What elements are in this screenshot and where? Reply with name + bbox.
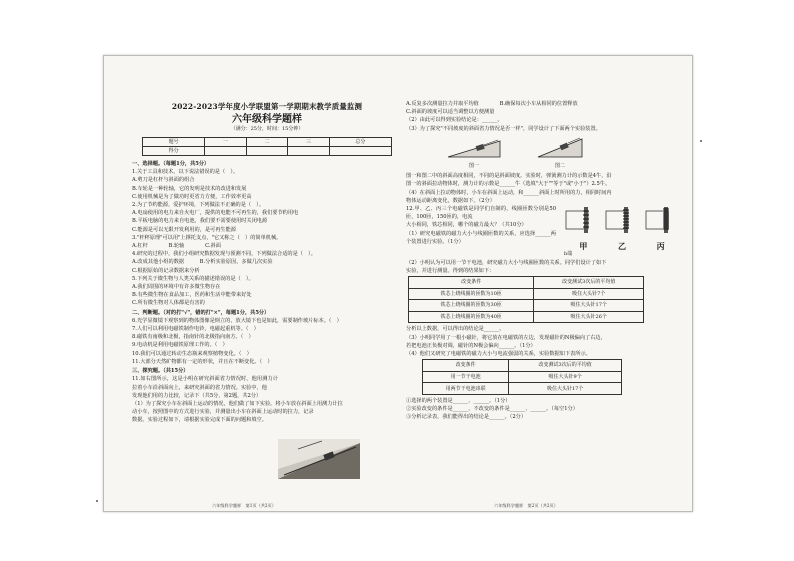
table-cell: 用一节干电池 xyxy=(423,371,509,383)
score-head-cell: 题号 xyxy=(143,137,205,146)
electromagnet-figure xyxy=(564,205,680,259)
question-line: 5.下列关于微生物与人类关系的描述错误的是（ ）。 xyxy=(132,275,254,282)
left-page xyxy=(132,56,402,425)
judge-line: 10.我们可以通过转动生态瓶来观察植物变化。（ ） xyxy=(132,350,252,357)
option-line: C.斜面的坡度可以适当调整以方便测量 xyxy=(406,109,495,116)
problem-text: （2）小明认为可以用一节干电池，研究磁力大小与线圈匝数的关系。同学们设计了如下 xyxy=(406,259,607,266)
exam-title: 2022-2023学年度小学联盟第一学期期末教学质量监测 xyxy=(171,102,363,111)
table-row xyxy=(409,288,644,300)
problem-text: ③分析记录表，我们能得出的结论是______。（2分） xyxy=(406,414,527,421)
table-cell: 铁芯上绕线圈的匝数为40匝 xyxy=(409,311,534,323)
problem-text: ①选择的两个装置是______、______。（1分） xyxy=(406,398,511,405)
problem-text: 若把电池正负极对调，磁针的N极会偏向______。（1分） xyxy=(406,342,536,349)
table-header: 改变条件 xyxy=(423,360,509,372)
section-heading: 一、选择题。（每题1分，共5分） xyxy=(132,161,210,168)
problem-text: 大小相同，铁芯相同，哪个的磁力最大？（共10分） xyxy=(406,222,527,229)
question-line: 4.研究的过程中，我们小组研究数据发现与预测不同，下列做法合适的是（ ）。 xyxy=(132,251,316,258)
option-line: A.电扇使用的电力来自火电厂，提供的电能不可再生的，我们要节约用电 xyxy=(132,210,299,217)
option-line: B.车轮是一种轮轴，它的发明是技术的改进和发展 xyxy=(132,185,247,192)
question-line: 2.为了节约能源，爱护环境，下列做法不正确的是（ ）。 xyxy=(132,202,265,209)
problem-text: （4）他们又研究了电磁铁的磁力大小与电流强弱的关系，实验数据如下表所示。 xyxy=(406,351,591,358)
table-cell: 吸住大头针17个 xyxy=(509,383,622,395)
problem-text: 数据。实验过程如下，请根据实验完成下面的问题和填空。 xyxy=(132,417,267,424)
table-header: 改变条件 xyxy=(409,277,534,289)
option-line: A.杠杆 B.轮轴 C.斜面 xyxy=(132,243,221,250)
option-line: C.所有微生物对人体都是有害的 xyxy=(132,300,205,307)
coil-label: 丙 xyxy=(656,241,665,252)
table-cell: 用两节干电池串联 xyxy=(423,383,509,395)
section-heading: 三、探究题。（共15分） xyxy=(132,368,189,375)
score-label-cell: 得分 xyxy=(143,146,205,155)
score-head-cell: 二 xyxy=(246,137,288,146)
problem-text: 11.如右图所示，这是小明在研究斜面省力情况时，他用测力计拉着小车沿斜面向上，来研究斜面的省力情况。实验中，他 xyxy=(132,376,278,391)
problem-text: （1）为了探究小车在斜面上运动的情况，他们做了如下实验。将小车放在斜面上用测力计拉 xyxy=(132,400,343,407)
problem-text: 发现他们用的力比较，记录下（共5分，第2题，共2分） xyxy=(132,392,262,399)
option-line: B.有些微生物在食品加工，医药和生活中能带来好处 xyxy=(132,292,252,299)
problem-text: 动小车，按照图中的方式进行实验，并测量出小车在斜面上运动时的拉力，记录 xyxy=(132,409,314,416)
problem-text: 分析以上数据，可以得出的结论是______。 xyxy=(406,326,505,333)
judge-line: 11.大部分天然矿物都有一定的形状，并且在不断变化。（ ） xyxy=(132,358,273,365)
figure-caption: 图一 xyxy=(468,163,479,170)
score-head-cell: 三 xyxy=(288,137,330,146)
option-line: A.剪刀是杠杆与斜面的组合 xyxy=(132,177,195,184)
page-footer: 六年级科学题样 第1页（共2页） xyxy=(212,503,276,508)
problem-text: （1）研究电磁铁的磁力大小与线圈匝数的关系，应选择______两个装置进行实验。（1分） xyxy=(406,230,556,245)
problem-text: 实验，并进行测量。得到的结果如下： xyxy=(406,267,495,274)
option-line: C.根据原始的记录数据来分析 xyxy=(132,267,200,274)
option-line: A.改成其他小组的数据 B.分析实验原因，多做几次实验 xyxy=(132,259,273,266)
score-empty-cell xyxy=(329,146,391,155)
scan-speck xyxy=(700,140,702,142)
table-cell: 吸住大头针9个 xyxy=(509,371,622,383)
judge-line: 9.电动机是利用电磁铁原理工作的。（ ） xyxy=(132,342,228,349)
slope-figures xyxy=(446,137,682,170)
table-row xyxy=(423,383,622,395)
scan-speck xyxy=(96,500,98,502)
option-line: C.能源是可以无限开发利用的，是可再生能源 xyxy=(132,226,236,233)
figure-two xyxy=(536,137,584,170)
option-line: B.平板电脑的电力来自电池，我们要不需要使用时关闭电源 xyxy=(132,218,268,225)
slope-diagram-1 xyxy=(446,137,502,159)
option-line: C.使用机械是为了做功时更省力方便，工作效率更高 xyxy=(132,193,252,200)
problem-text: 物体运动距离变化，数据如下。（2分） xyxy=(406,197,495,204)
coil-label: 乙 xyxy=(617,241,626,252)
coil-diagrams xyxy=(564,205,680,239)
ramp-photo xyxy=(278,439,360,479)
option-line: A.反复多次测量拉力并取平均值 B.确保每次小车从相同的位置释放 xyxy=(406,101,578,107)
score-empty-cell xyxy=(205,146,247,155)
section-heading: 二、判断题。（对的打"√"，错的打"×"，每题1分，共5分） xyxy=(132,309,270,316)
exam-meta: （满分：25分，时间：15分钟） xyxy=(230,126,304,133)
table-row xyxy=(409,300,644,312)
question-line: （2）由此可以得到实验结论是：______。 xyxy=(406,117,503,124)
slope-diagram-2 xyxy=(536,137,584,159)
data-table-turns xyxy=(408,276,644,323)
score-table xyxy=(142,137,392,156)
table-row xyxy=(409,311,644,323)
question-line: 1.关于工具和技术，以下说法错误的是（ ）。 xyxy=(132,169,239,176)
exam-sheet xyxy=(103,55,693,512)
problem-text: 12.甲、乙、丙三个电磁铁是同学们自制的，线圈匝数分别是50匝，100匝，150匝的，电流 xyxy=(406,206,556,221)
question-line: 3."杆秤原理"可以用"上撑托支点，"它又称之（ ）的简单机械。 xyxy=(132,234,282,241)
exam-subject: 六年级科学题样 xyxy=(232,114,302,126)
score-empty-cell xyxy=(246,146,288,155)
score-empty-cell xyxy=(288,146,330,155)
judge-line: 7.人们可以利用电磁铁制作电铃，电磁起重机等。（ ） xyxy=(132,326,259,333)
problem-text: 图一和图二中的斜面高度相同，不同的是斜面坡度。实验时，弹簧测力计的示数是4牛，沿 xyxy=(406,173,612,180)
table-cell: 吸住大头针17个 xyxy=(534,300,644,312)
figure-caption: 图二 xyxy=(554,163,565,170)
table-cell: 吸住大头针26个 xyxy=(534,311,644,323)
problem-text: （4）在斜面上拉动物体时，小车在斜面上运动，和______斜面上时所用的力，相同时间内 xyxy=(406,189,612,196)
table-cell: 吸住大头针7个 xyxy=(534,288,644,300)
score-head-cell: 一 xyxy=(205,137,247,146)
score-head-cell: 总分 xyxy=(329,137,391,146)
figure-one xyxy=(446,137,502,170)
problem-text: （3）小明同学用了一根小磁针，将它放在电磁铁的左边，发现磁针的N极偏向了右边， xyxy=(406,334,606,341)
table-header: 改变测试3次后的平均值 xyxy=(509,360,622,372)
problem-text: ②实验改变的条件是______，不改变的条件是______、______。（每空1分） xyxy=(406,406,578,413)
coil-label: 甲 xyxy=(579,241,588,252)
coil-caption: b端 xyxy=(564,251,573,258)
problem-text: 图一的斜面拉动物体时，测力计的示数是______牛（选填"大于""等于"或"小于"）2.5牛。 xyxy=(406,181,611,188)
table-cell: 铁芯上绕线圈的匝数为10匝 xyxy=(409,288,534,300)
data-table-current xyxy=(422,359,622,395)
table-cell: 铁芯上绕线圈的匝数为30匝 xyxy=(409,300,534,312)
right-page xyxy=(406,100,682,422)
table-header: 改变测试3次后的平均值 xyxy=(534,277,644,289)
option-line: A.我们周围的环境中有许多微生物存在 xyxy=(132,284,221,291)
judge-line: 6.光学显微镜下观察到的物体图像是倒立的，放大镜下也是如此，需要制作玻片标本。（ ） xyxy=(132,317,342,324)
table-row xyxy=(423,371,622,383)
judge-line: 8.磁铁有南极和北极，指南针的北极指向南方。（ ） xyxy=(132,334,254,341)
page-footer: 六年级科学题样 第2页（共2页） xyxy=(494,503,558,508)
question-line: （3）为了探究"不同坡度的斜面省力情况是否一样"，同学设计了下面两个实验装置。 xyxy=(406,125,601,132)
